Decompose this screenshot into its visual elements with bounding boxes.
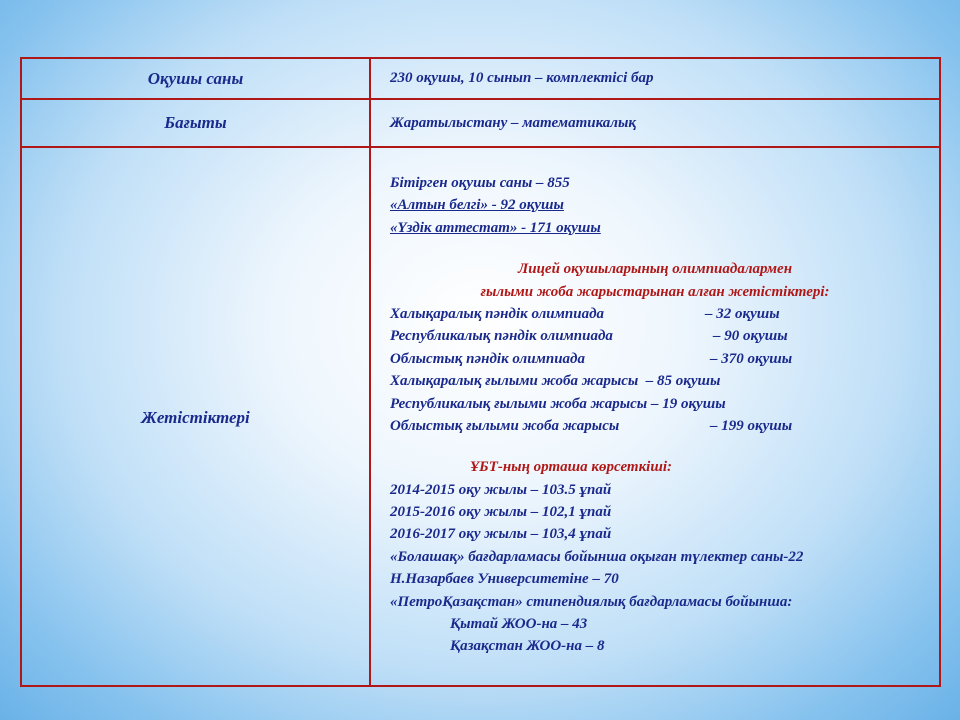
info-table (20, 57, 941, 687)
olympiad-heading-line1: Лицей оқушыларының олимпиадалармен (517, 261, 793, 278)
kazakhstan-universities: Қазақстан ЖОО-на – 8 (450, 638, 605, 655)
ubt-score: 2016-2017 оқу жылы – 103,4 ұпай (390, 526, 612, 543)
olympiad-row (390, 325, 920, 347)
olympiad-row (390, 348, 920, 370)
ubt-score: 2015-2016 оқу жылы – 102,1 ұпай (390, 504, 612, 521)
olympiad-value: – 199 оқушы (710, 417, 793, 434)
label-achievements: Жетістіктері (141, 408, 250, 427)
label-student-count: Оқушы саны (147, 69, 244, 88)
column-divider (369, 59, 371, 685)
olympiad-name: Республикалық ғылыми жоба жарысы (390, 395, 648, 412)
gold-medal-count: «Алтын белгі» - 92 оқушы (390, 197, 564, 214)
nazarbayev-university: Н.Назарбаев Университетіне – 70 (390, 571, 619, 588)
excellent-certificate-count: «Үздік аттестат» - 171 оқушы (390, 219, 601, 236)
olympiad-name: Республикалық пәндік олимпиада (390, 328, 613, 345)
olympiad-name: Облыстық пәндік олимпиада (390, 350, 585, 367)
olympiad-row (390, 370, 920, 392)
olympiad-value: – 85 оқушы (645, 373, 721, 390)
olympiad-name: Облыстық ғылыми жоба жарысы (390, 417, 620, 434)
value-student-count: 230 оқушы, 10 сынып – комплектісі бар (390, 70, 654, 86)
china-universities: Қытай ЖОО-на – 43 (450, 616, 588, 633)
olympiad-value: – 370 оқушы (710, 350, 793, 367)
olympiad-row (390, 303, 920, 325)
bolashak-graduates: «Болашақ» бағдарламасы бойынша оқыған түлектер саны-22 (390, 548, 804, 565)
olympiad-row (390, 393, 920, 415)
olympiad-value: – 19 оқушы (650, 395, 726, 412)
olympiad-name: Халықаралық пәндік олимпиада (390, 305, 605, 322)
graduates-count: Бітірген оқушы саны – 855 (390, 175, 570, 191)
ubt-heading: ҰБТ-ның орташа көрсеткіші: (470, 459, 672, 476)
petrokazakhstan-program: «ПетроҚазақстан» стипендиялық бағдарламасы бойынша: (390, 593, 793, 610)
olympiad-name: Халықаралық ғылыми жоба жарысы (390, 373, 639, 390)
value-direction: Жаратылыстану – математикалық (390, 115, 637, 131)
ubt-score: 2014-2015 оқу жылы – 103.5 ұпай (390, 481, 612, 498)
olympiad-row (390, 415, 920, 437)
label-direction: Бағыты (164, 113, 227, 132)
olympiad-value: – 32 оқушы (705, 305, 780, 322)
achievements-block (390, 172, 920, 658)
olympiad-heading-line2: ғылыми жоба жарыстарынан алған жетістіктері: (480, 283, 830, 300)
olympiad-value: – 90 оқушы (713, 328, 788, 345)
